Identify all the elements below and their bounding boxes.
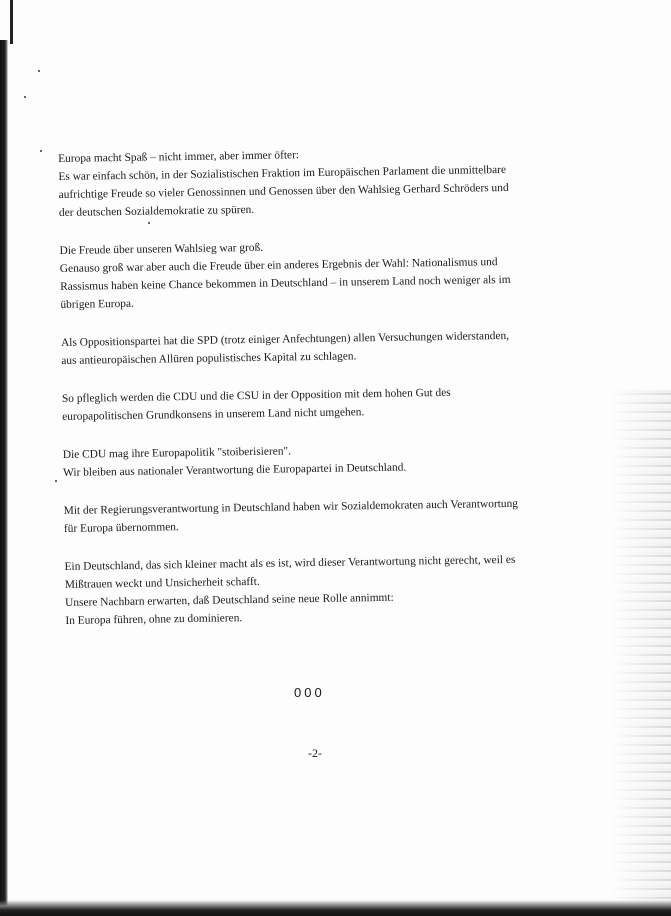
section-separator: 000 <box>294 685 325 700</box>
text-line: Unsere Nachbarn erwarten, daß Deutschland seine neue Rolle annimmt: <box>65 591 394 609</box>
text-line: Wir bleiben aus nationaler Verantwortung die Europapartei in Deutschland. <box>62 461 407 479</box>
text-line: In Europa führen, ohne zu dominieren. <box>65 612 243 627</box>
text-line: aus antieuropäischen Allüren populistisches Kapital zu schlagen. <box>61 350 357 367</box>
scan-speck <box>24 96 26 98</box>
scan-edge-left <box>0 40 8 916</box>
text-line: übrigen Europa. <box>60 297 134 311</box>
text-line: Rassismus haben keine Chance bekommen in Deutschland – in unserem Land noch weniger als im <box>60 273 511 293</box>
text-line: Mit der Regierungsverantwortung in Deutschland haben wir Sozialdemokraten auch Verantwortung <box>63 497 519 517</box>
text-line: Europa macht Spaß – nicht immer, aber immer öfter: <box>58 149 300 165</box>
paragraph <box>63 438 544 482</box>
document-body <box>58 142 546 646</box>
paragraph <box>61 326 542 370</box>
paragraph <box>64 494 545 538</box>
text-line: der deutschen Sozialdemokratie zu spüren. <box>58 203 255 219</box>
text-line: Die Freude über unseren Wahlsieg war groß. <box>59 241 264 257</box>
scan-edge-bottom <box>0 900 671 916</box>
scan-edge-top <box>10 0 13 44</box>
paragraph <box>58 142 539 222</box>
paragraph <box>59 234 540 314</box>
text-line: europapolitischen Grundkonsens in unserem Land nicht umgehen. <box>62 406 365 423</box>
text-line: aufrichtige Freude so vieler Genossinnen und Genossen über den Wahlsieg Gerhard Schröders und <box>58 181 509 201</box>
text-line: Es war einfach schön, in der Sozialistischen Fraktion im Europäischen Parlament die unmittelbare <box>58 163 507 183</box>
paragraph <box>62 382 543 426</box>
paragraph <box>64 550 545 630</box>
text-line: für Europa übernommen. <box>63 521 179 535</box>
text-line: So pfleglich werden die CDU und die CSU in der Opposition mit dem hohen Gut des <box>61 386 451 405</box>
scan-speck <box>40 150 42 152</box>
text-line: Als Oppositionspartei hat die SPD (trotz einiger Anfechtungen) allen Versuchungen widerstanden, <box>60 329 510 349</box>
page-number: -2- <box>308 746 322 760</box>
text-line: Mißtrauen weckt und Unsicherheit schafft. <box>64 575 260 591</box>
text-line: Ein Deutschland, das sich kleiner macht als es ist, wird dieser Verantwortung nicht gerecht, weil es <box>64 553 516 573</box>
scan-noise-right <box>611 390 671 916</box>
text-line: Genauso groß war aber auch die Freude über ein anderes Ergebnis der Wahl: Nationalismus und <box>59 256 498 275</box>
text-line: Die CDU mag ihre Europapolitik "stoiberisieren". <box>62 445 292 461</box>
scan-speck <box>55 480 57 482</box>
scan-speck <box>38 70 40 72</box>
